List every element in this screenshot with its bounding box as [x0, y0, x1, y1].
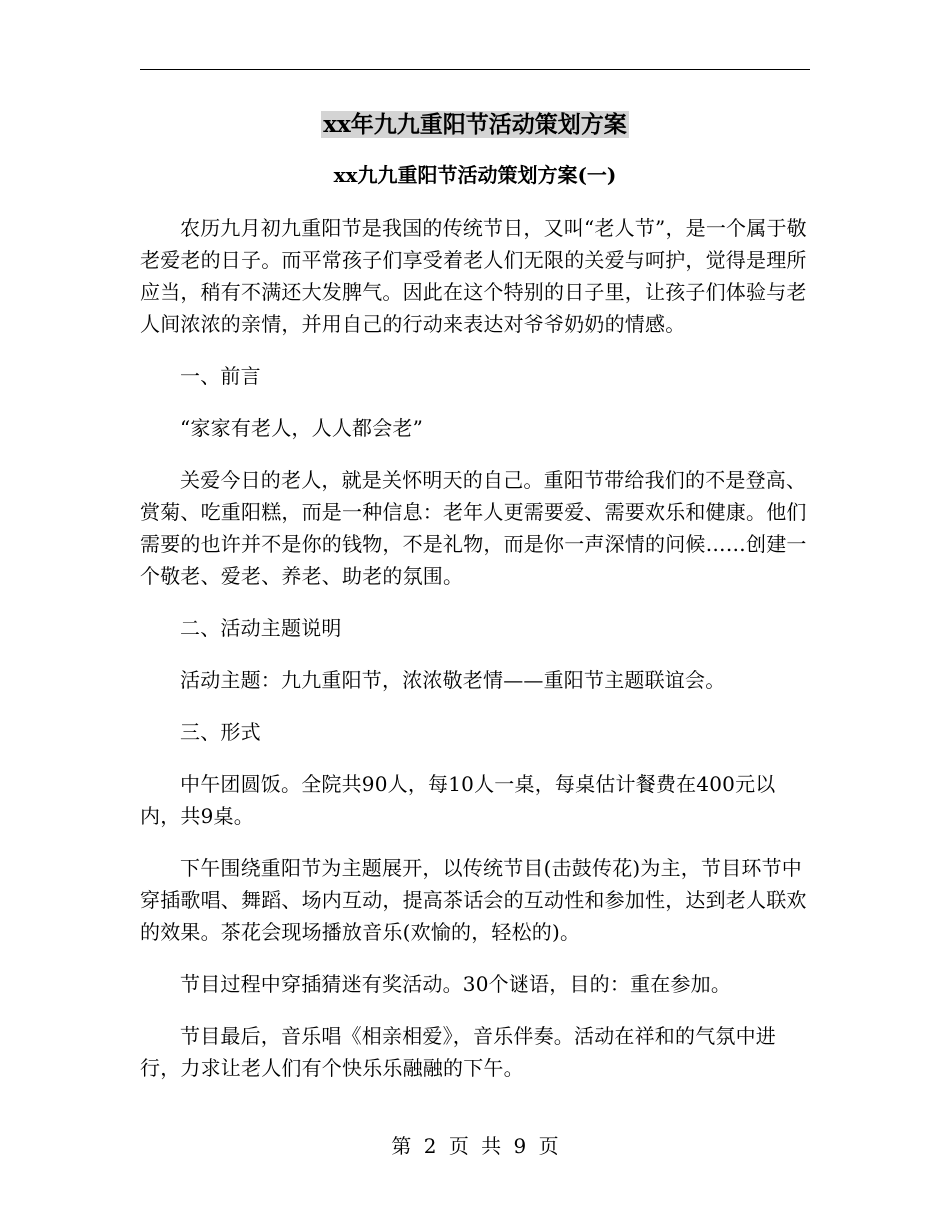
paragraph-care: 关爱今日的老人，就是关怀明天的自己。重阳节带给我们的不是登高、赏菊、吃重阳糕，而是一种信息：老年人更需要爱、需要欢乐和健康。他们需要的也许并不是你的钱物，不是礼物，而是你一声深情的问候……创建一个敬老、爱老、养老、助老的氛围。 — [140, 468, 807, 588]
section-heading-preface: 一、前言 — [180, 364, 261, 388]
paragraph-riddles: 节目过程中穿插猜迷有奖活动。30个谜语，目的：重在参加。 — [180, 972, 732, 996]
paragraph-lunch: 中午团圆饭。全院共90人，每10人一桌，每桌估计餐费在400元以内，共9桌。 — [140, 772, 776, 828]
section-heading-format: 三、形式 — [180, 720, 261, 744]
paragraph-quote: “家家有老人，人人都会老” — [180, 416, 424, 440]
page-footer: 第 2 页 共 9 页 — [391, 1134, 559, 1158]
section-heading-theme: 二、活动主题说明 — [180, 616, 342, 640]
document-title-text: xx年九九重阳节活动策划方案 — [323, 111, 627, 138]
paragraph-afternoon: 下午围绕重阳节为主题展开，以传统节目(击鼓传花)为主，节目环节中穿插歌唱、舞蹈、场内互动，提高茶话会的互动性和参加性，达到老人联欢的效果。茶花会现场播放音乐(欢愉的，轻松的)。 — [140, 856, 807, 944]
header-rule — [140, 69, 810, 70]
paragraph-intro: 农历九月初九重阳节是我国的传统节日，又叫“老人节”，是一个属于敬老爱老的日子。而平常孩子们享受着老人们无限的关爱与呵护，觉得是理所应当，稍有不满还大发脾气。因此在这个特别的日子里，让孩子们体验与老人间浓浓的亲情，并用自己的行动来表达对爷爷奶奶的情感。 — [140, 216, 807, 336]
paragraph-finale: 节目最后，音乐唱《相亲相爱》，音乐伴奏。活动在祥和的气氛中进行，力求让老人们有个快乐乐融融的下午。 — [140, 1024, 776, 1080]
document-title — [0, 108, 950, 142]
document-body — [140, 212, 812, 1104]
paragraph-theme: 活动主题：九九重阳节，浓浓敬老情——重阳节主题联谊会。 — [180, 668, 726, 692]
document-subtitle: xx九九重阳节活动策划方案(一) — [333, 163, 617, 187]
